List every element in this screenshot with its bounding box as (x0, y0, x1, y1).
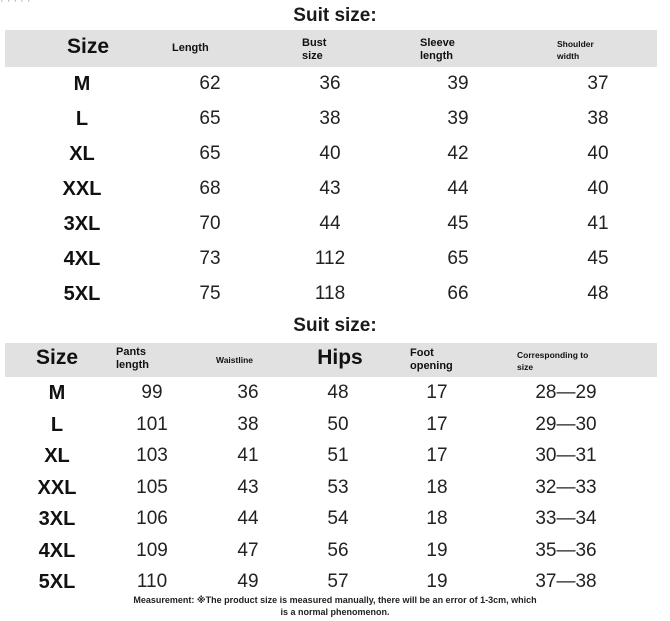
bottom-header-hips: Hips (317, 346, 363, 369)
top-cell-length: 75 (199, 283, 221, 304)
bottom-cell-pants-length: 99 (141, 382, 163, 403)
top-cell-length: 73 (199, 248, 221, 269)
top-cell-shoulder-width: 38 (587, 108, 609, 129)
bottom-cell-waistline: 41 (237, 445, 259, 466)
size-label: 3XL (63, 213, 101, 235)
size-label: 4XL (63, 248, 101, 270)
measurement-note-line-1: Measurement: ※The product size is measured manually, there will be an error of 1-3cm, which (133, 595, 537, 605)
bottom-header-waistline: Waistline (216, 355, 253, 365)
size-label: 5XL (63, 283, 101, 305)
top-header-bust-size: Bust size (302, 37, 327, 62)
bottom-cell-pants-length: 109 (136, 539, 168, 561)
top-cell-shoulder-width: 48 (587, 283, 609, 304)
top-cell-length: 68 (199, 178, 221, 199)
bottom-cell-foot-opening: 17 (426, 445, 448, 466)
size-label: XL (69, 143, 95, 165)
bottom-cell-foot-opening: 19 (426, 571, 448, 592)
bottom-cell-pants-length: 101 (136, 413, 168, 435)
bottom-cell-hips: 57 (327, 571, 349, 592)
top-cell-sleeve-length: 39 (447, 108, 469, 129)
bottom-cell-pants-length: 105 (136, 476, 168, 498)
bottom-cell-foot-opening: 18 (426, 508, 448, 529)
top-cell-sleeve-length: 45 (447, 213, 469, 234)
size-label: L (75, 108, 89, 130)
size-label: L (50, 413, 64, 436)
bottom-header-corresponding-size: Corresponding to size (517, 350, 589, 372)
top-cell-bust-size: 40 (319, 143, 341, 164)
top-header-shoulder-width: Shoulder width (557, 39, 594, 61)
top-cell-bust-size: 112 (314, 248, 346, 269)
measurement-note-line-2: is a normal phenomenon. (280, 607, 390, 617)
bottom-cell-hips: 56 (327, 539, 349, 561)
size-label: XXL (62, 178, 102, 200)
bottom-header-pants-length: Pants length (116, 346, 149, 371)
top-cell-length: 70 (199, 213, 221, 234)
bottom-cell-corresponding-size: 33—34 (535, 508, 597, 529)
top-table-title: Suit size: (293, 5, 377, 26)
top-header-length: Length (172, 42, 209, 54)
bottom-cell-waistline: 44 (237, 508, 259, 529)
bottom-cell-hips: 53 (327, 476, 349, 498)
bottom-cell-pants-length: 106 (136, 508, 168, 529)
bottom-cell-hips: 51 (327, 445, 349, 466)
bottom-cell-corresponding-size: 29—30 (535, 413, 597, 435)
measurement-note (0, 594, 670, 618)
bottom-cell-foot-opening: 17 (426, 382, 448, 403)
top-cell-sleeve-length: 44 (447, 178, 469, 199)
top-cell-sleeve-length: 66 (447, 283, 469, 304)
bottom-cell-hips: 50 (327, 413, 349, 435)
bottom-cell-waistline: 47 (237, 539, 259, 561)
bottom-cell-corresponding-size: 37—38 (535, 571, 597, 592)
top-header-sleeve-length: Sleeve length (420, 37, 455, 62)
bottom-cell-foot-opening: 19 (426, 539, 448, 561)
bottom-cell-hips: 54 (327, 508, 349, 529)
top-cell-shoulder-width: 37 (587, 73, 609, 94)
bottom-cell-waistline: 43 (237, 476, 259, 498)
bottom-cell-waistline: 49 (237, 571, 259, 592)
bottom-table-title: Suit size: (293, 315, 377, 336)
bottom-cell-hips: 48 (327, 382, 349, 403)
top-cell-bust-size: 36 (319, 73, 341, 94)
size-label: XL (44, 445, 70, 467)
top-cell-length: 65 (199, 108, 221, 129)
cropped-text-remnant: · · · · · (0, 0, 31, 6)
top-cell-bust-size: 43 (319, 178, 341, 199)
bottom-header-foot-opening: Foot opening (410, 347, 453, 372)
top-cell-length: 62 (199, 73, 221, 94)
top-cell-bust-size: 44 (319, 213, 341, 234)
bottom-cell-corresponding-size: 35—36 (535, 539, 597, 561)
bottom-cell-foot-opening: 18 (426, 476, 448, 498)
bottom-header-size: Size (35, 346, 79, 369)
bottom-cell-waistline: 36 (237, 382, 259, 403)
size-label: 3XL (38, 508, 76, 530)
top-cell-sleeve-length: 42 (447, 143, 469, 164)
top-cell-sleeve-length: 39 (447, 73, 469, 94)
size-label: M (48, 382, 66, 404)
top-cell-shoulder-width: 40 (587, 143, 609, 164)
bottom-cell-pants-length: 110 (136, 571, 168, 592)
top-cell-bust-size: 38 (319, 108, 341, 129)
bottom-cell-foot-opening: 17 (426, 413, 448, 435)
top-cell-shoulder-width: 41 (587, 213, 609, 234)
top-cell-sleeve-length: 65 (447, 248, 469, 269)
top-cell-shoulder-width: 45 (587, 248, 609, 269)
size-label: XXL (37, 476, 77, 499)
size-label: 4XL (38, 539, 76, 562)
bottom-cell-waistline: 38 (237, 413, 259, 435)
top-cell-shoulder-width: 40 (587, 178, 609, 199)
bottom-cell-pants-length: 103 (136, 445, 168, 466)
top-header-size: Size (66, 35, 110, 58)
bottom-cell-corresponding-size: 32—33 (535, 476, 597, 498)
bottom-cell-corresponding-size: 30—31 (535, 445, 597, 466)
bottom-cell-corresponding-size: 28—29 (535, 382, 597, 403)
size-label: 5XL (38, 571, 76, 593)
top-cell-bust-size: 118 (314, 283, 346, 304)
top-cell-length: 65 (199, 143, 221, 164)
size-label: M (73, 73, 91, 95)
